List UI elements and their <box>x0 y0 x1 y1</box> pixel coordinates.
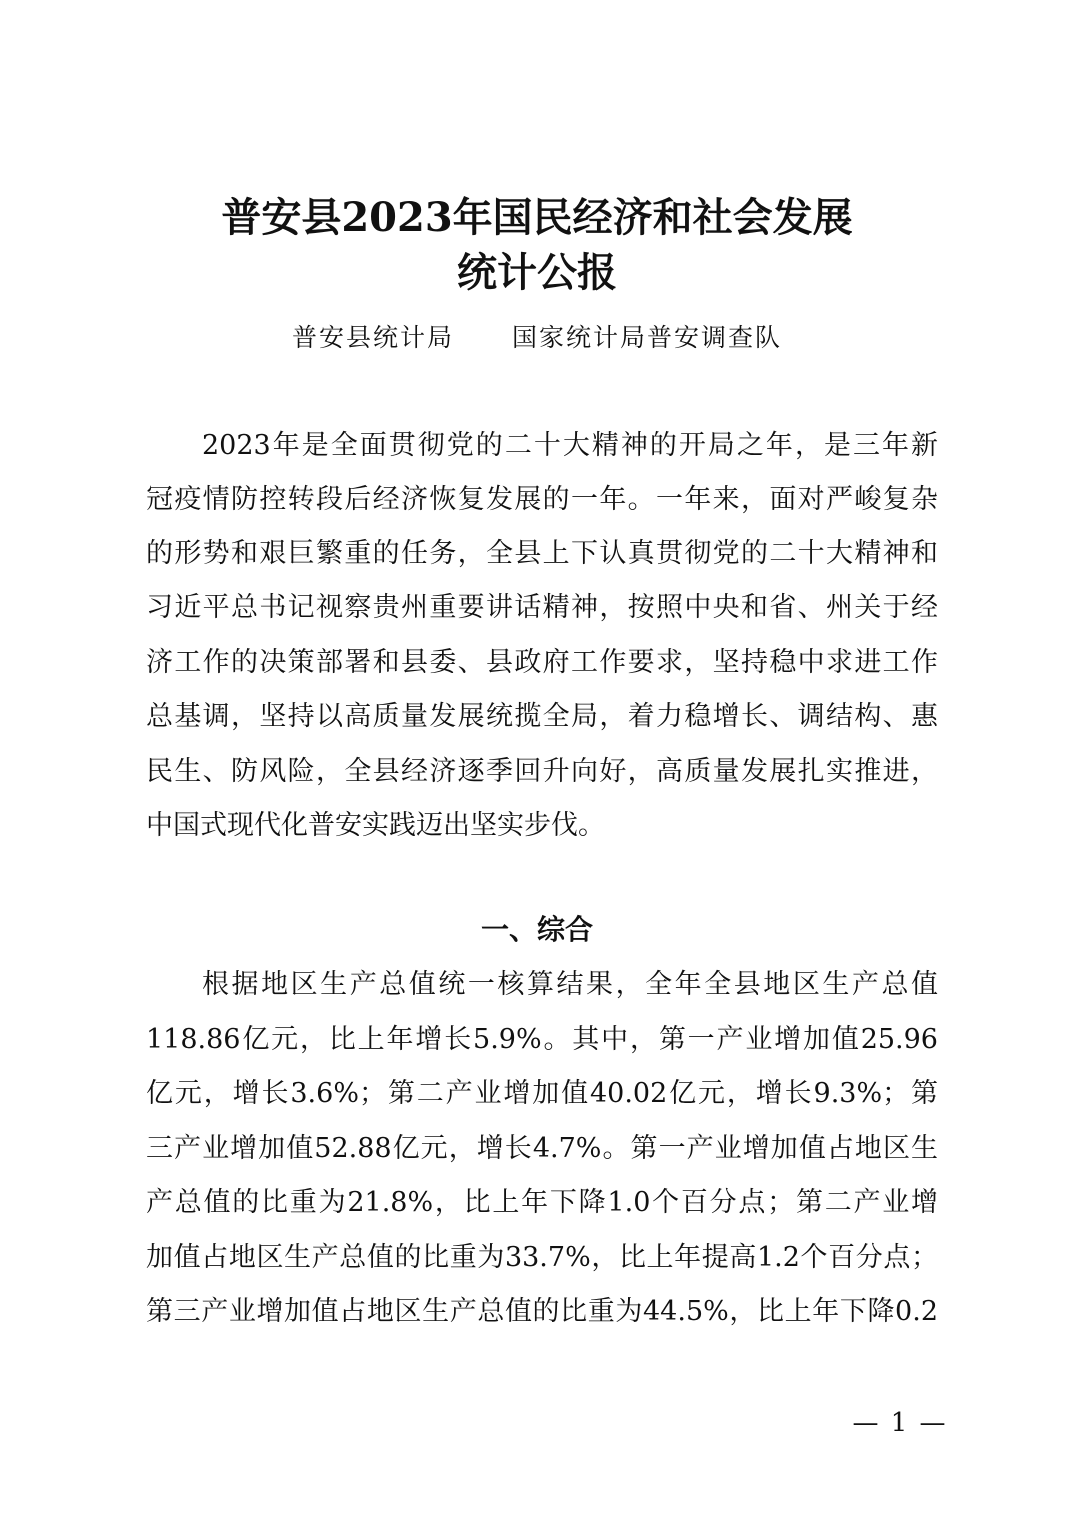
intro-line: 2023年是全面贯彻党的二十大精神的开局之年，是三年新 <box>202 430 938 461</box>
report-title-line-1: 普安县2023年国民经济和社会发展 <box>221 194 853 241</box>
author-org-2: 国家统计局普安调查队 <box>512 323 783 352</box>
intro-line: 总基调，坚持以高质量发展统揽全局，着力稳增长、调结构、惠 <box>146 701 938 732</box>
intro-line: 济工作的决策部署和县委、县政府工作要求，坚持稳中求进工作 <box>146 647 938 678</box>
section-line: 加值占地区生产总值的比重为33.7%，比上年提高1.2个百分点； <box>146 1242 938 1273</box>
report-title-line-2: 统计公报 <box>457 249 617 296</box>
author-org-1: 普安县统计局 <box>291 323 454 352</box>
section-line: 118.86亿元，比上年增长5.9%。其中，第一产业增加值25.96 <box>146 1024 938 1055</box>
section-line: 产总值的比重为21.8%，比上年下降1.0个百分点；第二产业增 <box>146 1187 938 1218</box>
section-heading: 一、综合 <box>480 913 593 946</box>
section-line: 三产业增加值52.88亿元，增长4.7%。第一产业增加值占地区生 <box>146 1133 938 1164</box>
section-line: 第三产业增加值占地区生产总值的比重为44.5%，比上年下降0.2 <box>146 1296 938 1327</box>
intro-line: 的形势和艰巨繁重的任务，全县上下认真贯彻党的二十大精神和 <box>146 538 938 569</box>
section-line: 亿元，增长3.6%；第二产业增加值40.02亿元，增长9.3%；第 <box>146 1078 938 1109</box>
intro-line: 习近平总书记视察贵州重要讲话精神，按照中央和省、州关于经 <box>146 592 938 623</box>
section-line: 根据地区生产总值统一核算结果，全年全县地区生产总值 <box>202 969 938 1000</box>
page-number: — 1 — <box>852 1408 948 1438</box>
intro-line: 冠疫情防控转段后经济恢复发展的一年。一年来，面对严峻复杂 <box>146 484 938 515</box>
intro-line: 中国式现代化普安实践迈出坚实步伐。 <box>146 810 605 841</box>
intro-line: 民生、防风险，全县经济逐季回升向好，高质量发展扎实推进， <box>146 756 938 787</box>
report-authors <box>0 320 1074 356</box>
